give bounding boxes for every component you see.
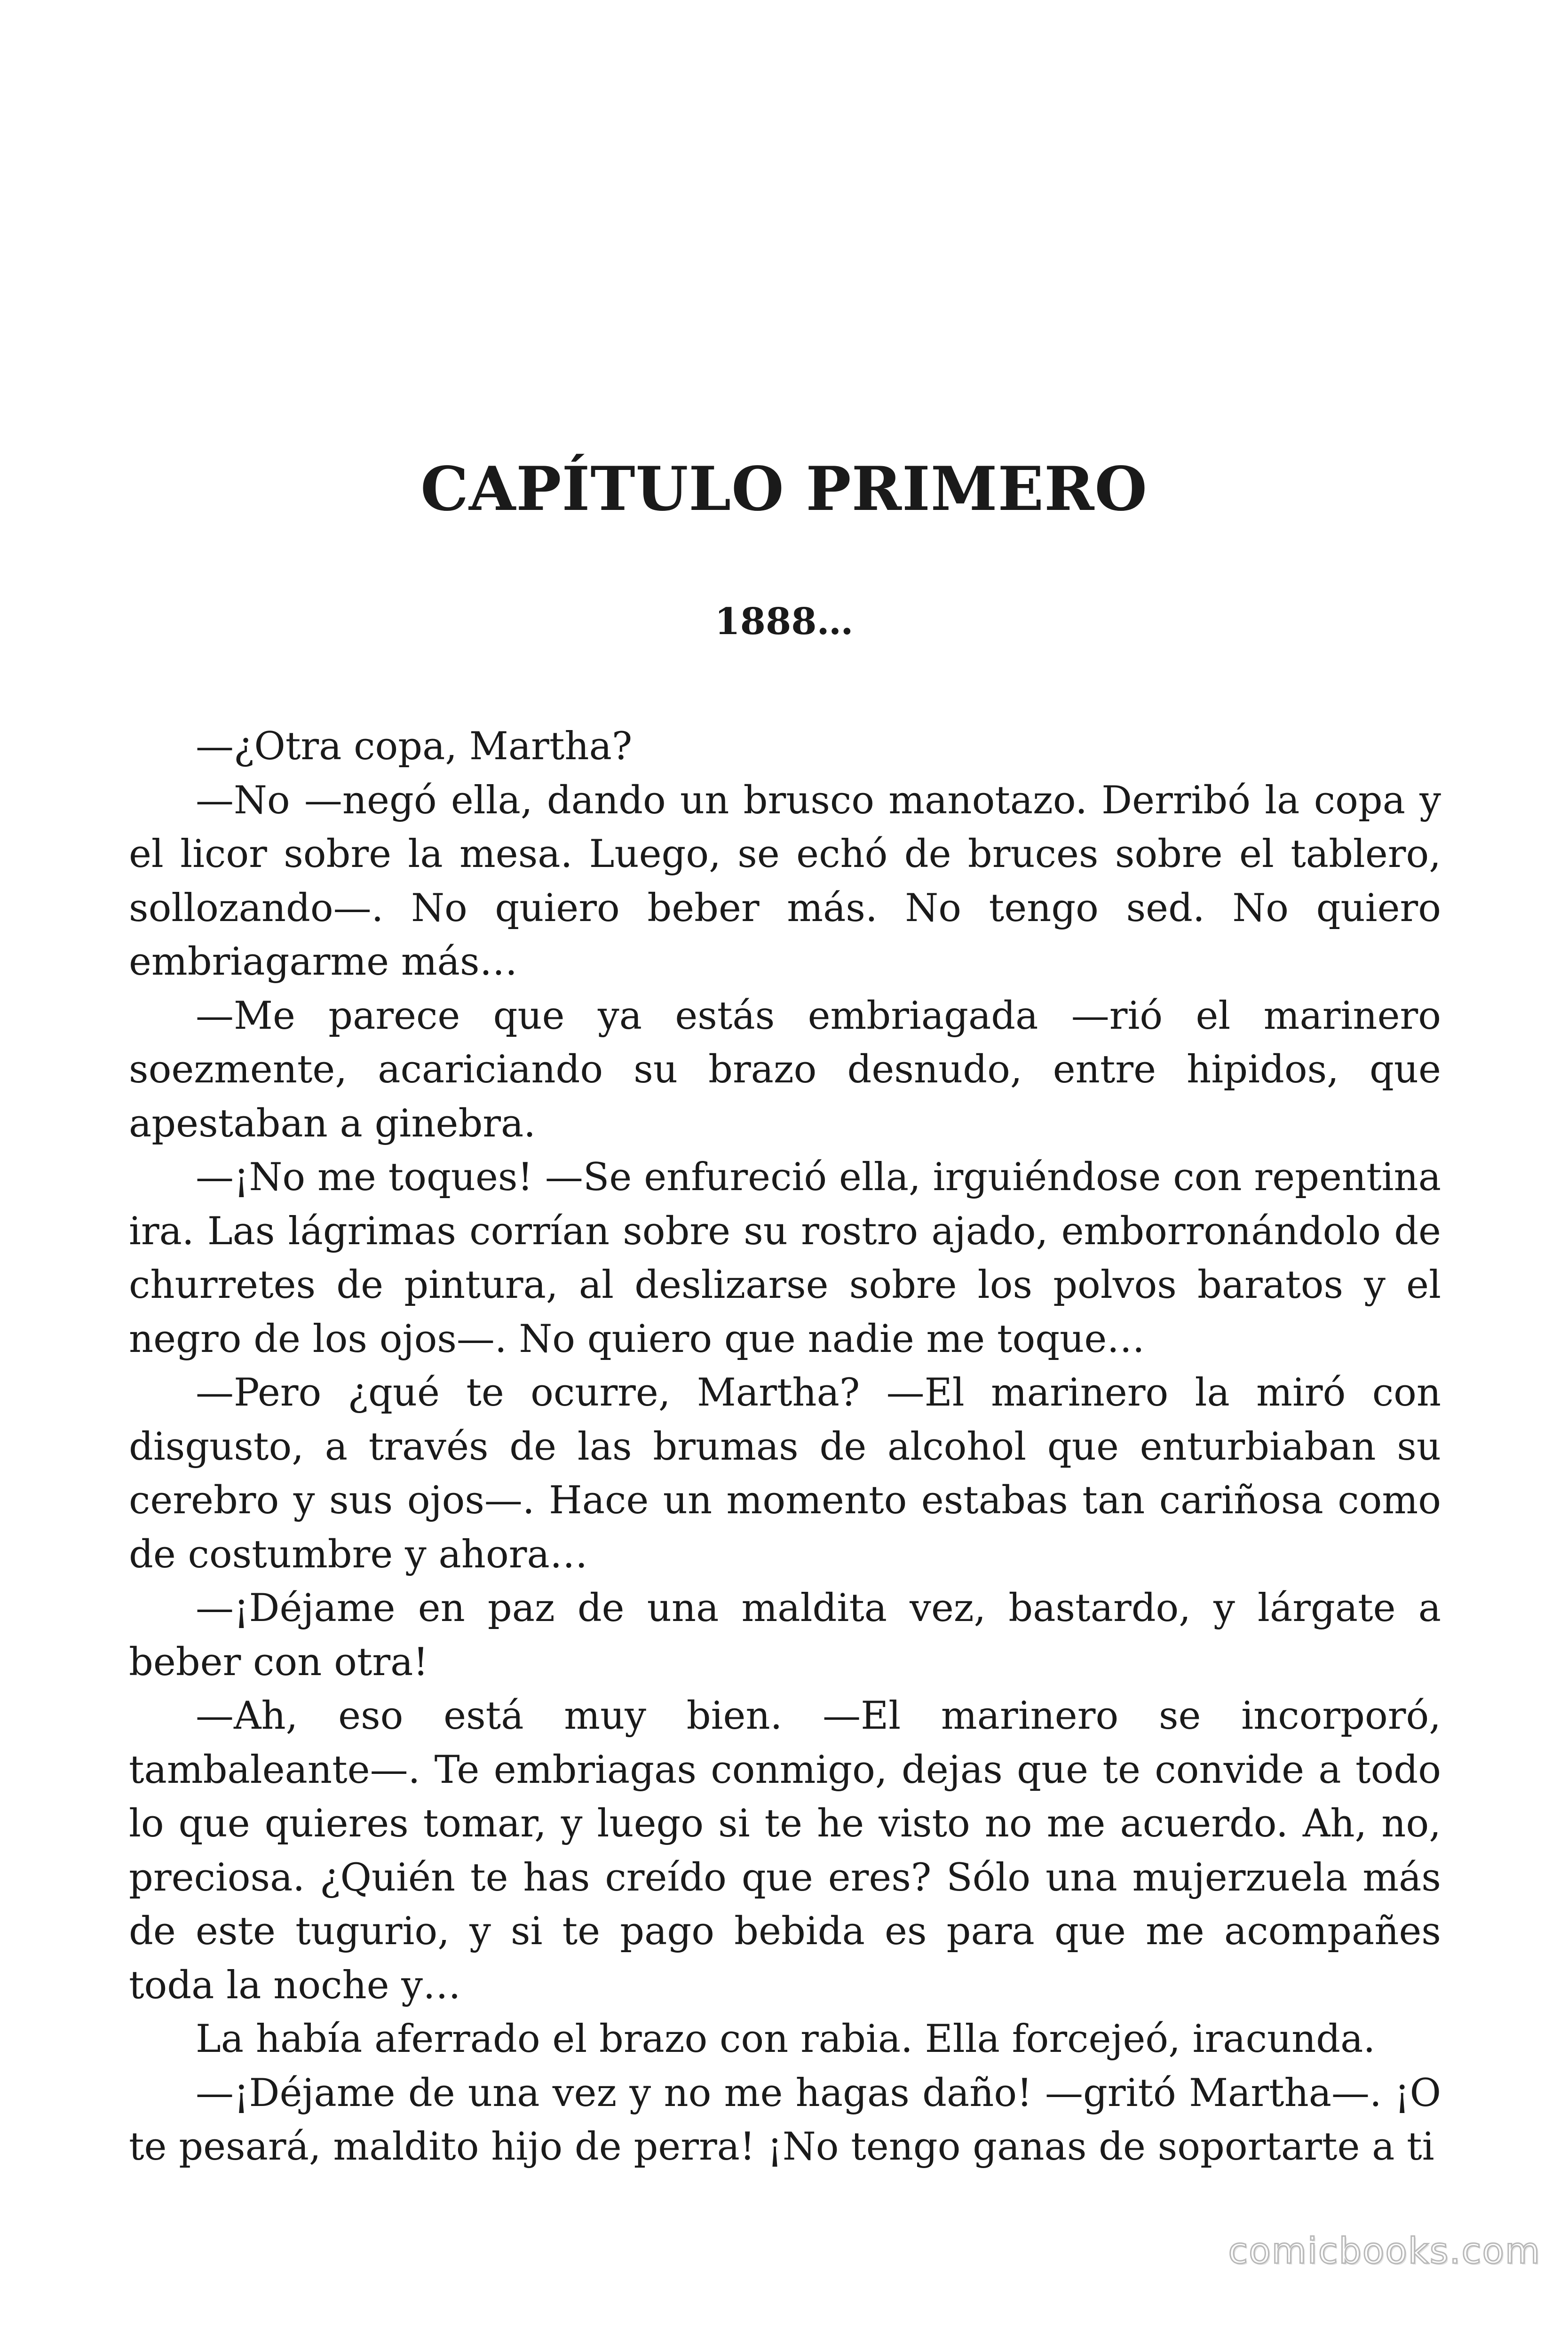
chapter-title: CAPÍTULO PRIMERO xyxy=(420,454,1148,524)
chapter-subtitle: 1888… xyxy=(714,600,854,643)
watermark: comicbooks.com xyxy=(1228,2230,1541,2272)
paragraph: —¡Déjame en paz de una maldita vez, bastardo, y lárgate a beber con otra! xyxy=(129,1586,1441,1685)
paragraph: —¡No me toques! —Se enfureció ella, irguiéndose con repentina ira. Las lágrimas corrían sobre su rostro ajado, emborronándolo de churretes de pintura, al deslizarse sobre los polvos baratos y el negro de los ojos—. No quiero que nadie me toque… xyxy=(129,1155,1441,1361)
body-text xyxy=(129,720,1441,2174)
paragraph: —Pero ¿qué te ocurre, Martha? —El marinero la miró con disgusto, a través de las brumas de alcohol que enturbiaban su cerebro y sus ojos—. Hace un momento estabas tan cariñosa como de costumbre y ahora… xyxy=(129,1371,1441,1577)
paragraph: —Ah, eso está muy bien. —El marinero se incorporó, tambaleante—. Te embriagas conmigo, dejas que te convide a todo lo que quieres tomar, y luego si te he visto no me acuerdo. Ah, no, preciosa. ¿Quién te has creído que eres? Sólo una mujerzuela más de este tugurio, y si te pago bebida es para que me acompañes toda la noche y… xyxy=(129,1694,1441,2008)
paragraph: La había aferrado el brazo con rabia. Ella forcejeó, iracunda. xyxy=(196,2017,1376,2061)
paragraph: —¡Déjame de una vez y no me hagas daño! —gritó Martha—. ¡O te pesará, maldito hijo de perra! ¡No tengo ganas de soportarte a ti xyxy=(129,2071,1441,2169)
paragraph: —Me parece que ya estás embriagada —rió el marinero soezmente, acariciando su brazo desnudo, entre hipidos, que apestaban a ginebra. xyxy=(129,993,1441,1146)
paragraph: —No —negó ella, dando un brusco manotazo. Derribó la copa y el licor sobre la mesa. Luego, se echó de bruces sobre el tablero, sollozando—. No quiero beber más. No tengo sed. No quiero embriagarme más… xyxy=(129,778,1441,984)
paragraph: —¿Otra copa, Martha? xyxy=(196,724,633,769)
